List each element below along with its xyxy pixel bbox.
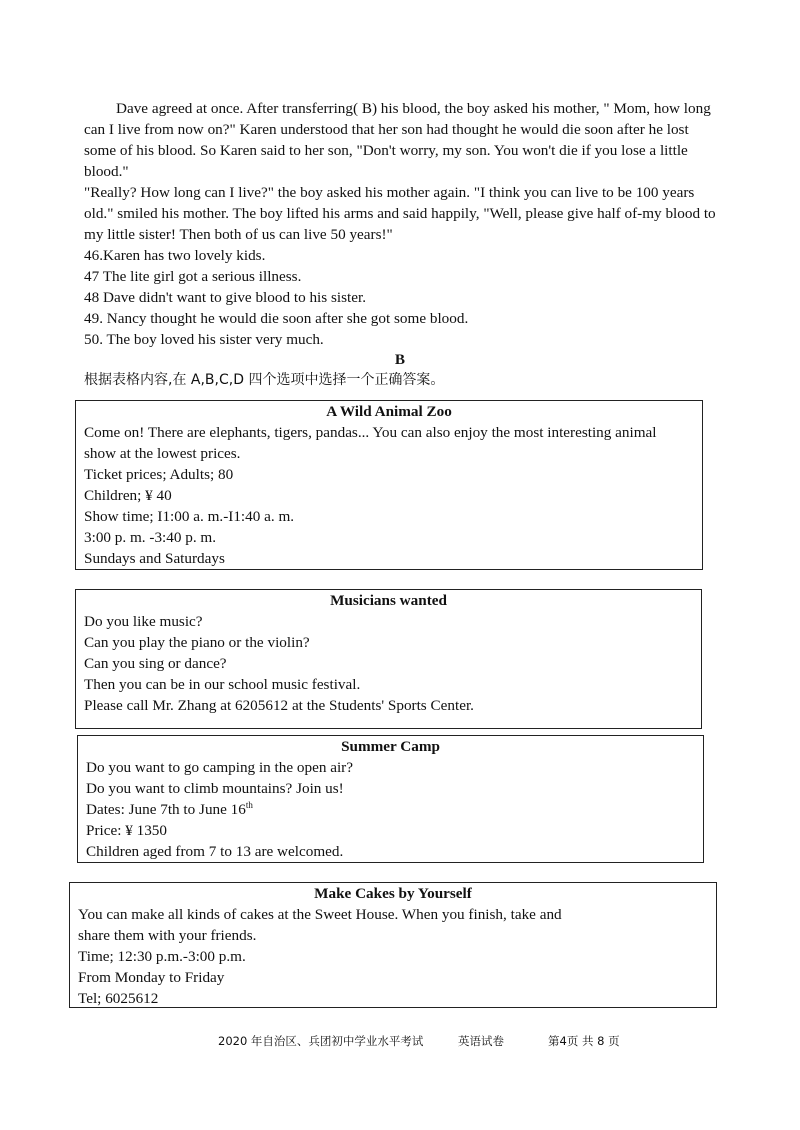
passage-paragraph: "Really? How long can I live?" the boy asked his mother again. "I think you can live to be 100 years old." smiled his mother. The boy lifted his arms and said happily, "Well, please give half of-my blood to my little sister! Then both of us can live 50 years!" <box>84 184 716 243</box>
reading-passage <box>84 98 724 245</box>
question-49: 49. Nancy thought he would die soon after she got some blood. <box>84 310 469 327</box>
footer-subject: 英语试卷 <box>458 1034 504 1048</box>
question-46: 46.Karen has two lovely kids. <box>84 247 266 264</box>
musicians-ad-line: Then you can be in our school music festival. <box>84 676 361 693</box>
zoo-ad-line: Children; ¥ 40 <box>84 487 172 504</box>
summer-camp-ad-box <box>77 735 704 863</box>
musicians-ad-line: Can you sing or dance? <box>84 655 227 672</box>
summer-camp-ad-line: Do you want to climb mountains? Join us! <box>86 780 344 797</box>
musicians-ad-line: Please call Mr. Zhang at 6205612 at the Students' Sports Center. <box>84 697 474 714</box>
summer-camp-ad-line: Do you want to go camping in the open air? <box>86 759 353 776</box>
summer-camp-ages: Children aged from 7 to 13 are welcomed. <box>86 843 344 860</box>
section-b-heading: B <box>394 351 406 368</box>
section-b-instruction: 根据表格内容,在 A,B,C,D 四个选项中选择一个正确答案。 <box>84 372 445 388</box>
true-false-questions <box>84 245 724 350</box>
cakes-ad-line: Tel; 6025612 <box>78 990 159 1007</box>
zoo-ad-line: Ticket prices; Adults; 80 <box>84 466 234 483</box>
zoo-ad-line: show at the lowest prices. <box>84 445 241 462</box>
summer-camp-dates <box>86 799 695 820</box>
summer-camp-ad-title: Summer Camp <box>341 738 440 755</box>
zoo-ad-line: Come on! There are elephants, tigers, pandas... You can also enjoy the most interesting animal <box>84 424 657 441</box>
summer-camp-dates-suffix: th <box>245 799 253 810</box>
question-50: 50. The boy loved his sister very much. <box>84 331 324 348</box>
cakes-ad-line: Time; 12:30 p.m.-3:00 p.m. <box>78 948 246 965</box>
question-48: 48 Dave didn't want to give blood to his sister. <box>84 289 366 306</box>
zoo-ad-title: A Wild Animal Zoo <box>326 403 452 420</box>
cakes-ad-line: You can make all kinds of cakes at the Sweet House. When you finish, take and <box>78 906 562 923</box>
summer-camp-dates-text: Dates: June 7th to June 16 <box>86 801 246 818</box>
zoo-ad-box <box>75 400 703 570</box>
cakes-ad-line: share them with your friends. <box>78 927 257 944</box>
musicians-ad-line: Do you like music? <box>84 613 203 630</box>
musicians-ad-line: Can you play the piano or the violin? <box>84 634 310 651</box>
cakes-ad-title: Make Cakes by Yourself <box>314 885 472 902</box>
cakes-ad-line: From Monday to Friday <box>78 969 225 986</box>
footer-page-number: 第4页 共 8 页 <box>548 1034 620 1048</box>
cakes-ad-box <box>69 882 717 1008</box>
footer-exam-name: 2020 年自治区、兵团初中学业水平考试 <box>218 1034 424 1048</box>
zoo-ad-line: Show time; I1:00 a. m.-I1:40 a. m. <box>84 508 295 525</box>
musicians-ad-title: Musicians wanted <box>330 592 447 609</box>
summer-camp-price: Price: ¥ 1350 <box>86 822 167 839</box>
zoo-ad-line: Sundays and Saturdays <box>84 550 225 567</box>
zoo-ad-line: 3:00 p. m. -3:40 p. m. <box>84 529 217 546</box>
musicians-ad-box <box>75 589 702 729</box>
passage-paragraph: Dave agreed at once. After transferring( B) his blood, the boy asked his mother, " Mom, how long can I live from now on?" Karen understood that her son had thought he would die soon after he lost some of his blood. So Karen said to her son, "Don't worry, my son. You won't die if you lose a little blood." <box>84 100 711 180</box>
question-47: 47 The lite girl got a serious illness. <box>84 268 302 285</box>
